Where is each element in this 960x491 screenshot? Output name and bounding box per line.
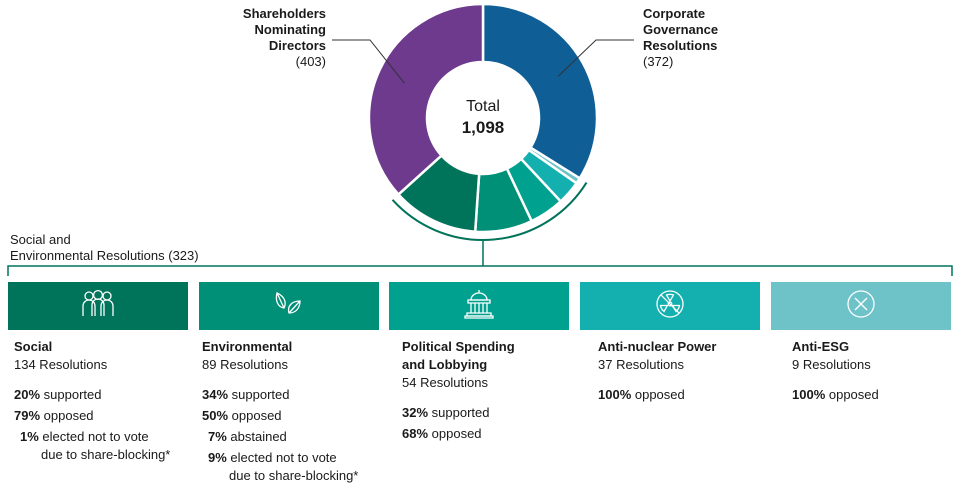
callout-line: Governance	[643, 22, 719, 37]
category-resolution-count: 9 Resolutions	[792, 357, 871, 372]
category-details	[202, 338, 382, 485]
vote-label: supported	[428, 405, 490, 420]
vote-label: opposed	[228, 408, 282, 423]
vote-percent: 34%	[202, 387, 229, 402]
category-details	[402, 338, 582, 443]
vote-line	[14, 446, 194, 464]
vote-percent: 9%	[208, 450, 227, 465]
vote-line	[202, 467, 382, 485]
vote-percent: 20%	[14, 387, 41, 402]
callout-count: (372)	[643, 54, 674, 69]
vote-percent: 50%	[202, 408, 229, 423]
vote-line	[598, 386, 778, 404]
center-label	[432, 98, 534, 138]
category-box-leaves	[199, 282, 379, 330]
category-resolution-count: 134 Resolutions	[14, 357, 108, 372]
category-resolution-count: 37 Resolutions	[598, 357, 684, 372]
vote-line	[202, 407, 382, 425]
callout-governance	[643, 6, 718, 70]
anti-nuclear-icon	[654, 288, 686, 325]
capitol-icon	[462, 288, 496, 325]
group-title-line: Social and	[10, 232, 71, 247]
category-details	[792, 338, 960, 404]
vote-label: opposed	[631, 387, 685, 402]
vote-percent: 1%	[20, 429, 39, 444]
people-icon	[81, 289, 115, 324]
vote-line	[202, 386, 382, 404]
vote-label: opposed	[40, 408, 94, 423]
category-name: Social	[14, 339, 53, 354]
category-details	[14, 338, 194, 464]
vote-label: due to share-blocking*	[41, 447, 171, 462]
group-title-line: Environmental Resolutions (323)	[10, 248, 199, 263]
category-details	[598, 338, 778, 404]
vote-label: opposed	[825, 387, 879, 402]
callout-shareholders	[243, 6, 326, 70]
vote-label: due to share-blocking*	[229, 468, 359, 483]
vote-label: opposed	[428, 426, 482, 441]
vote-percent: 100%	[598, 387, 632, 402]
center-total-value: 1,098	[461, 118, 505, 137]
vote-line	[202, 449, 382, 467]
vote-line	[402, 425, 582, 443]
vote-line	[14, 428, 194, 446]
vote-label: supported	[40, 387, 102, 402]
center-total-label: Total	[466, 98, 500, 115]
vote-percent: 79%	[14, 408, 41, 423]
callout-line: Directors	[268, 38, 326, 53]
vote-percent: 7%	[208, 429, 227, 444]
vote-label: elected not to vote	[38, 429, 149, 444]
category-resolution-count: 89 Resolutions	[202, 357, 288, 372]
callout-line: Resolutions	[643, 38, 718, 53]
category-resolution-count: 54 Resolutions	[402, 375, 488, 390]
group-bracket-line	[8, 266, 952, 276]
category-name: and Lobbying	[402, 357, 488, 372]
vote-percent: 68%	[402, 426, 429, 441]
callout-count: (403)	[295, 54, 326, 69]
callout-line: Shareholders	[242, 6, 326, 21]
x-circle-icon	[845, 288, 877, 325]
vote-percent: 32%	[402, 405, 429, 420]
vote-line	[14, 407, 194, 425]
vote-line	[202, 428, 382, 446]
callout-line: Nominating	[254, 22, 326, 37]
vote-line	[792, 386, 960, 404]
group-title	[10, 232, 199, 264]
vote-percent: 100%	[792, 387, 826, 402]
vote-label: supported	[228, 387, 290, 402]
vote-label: abstained	[226, 429, 287, 444]
category-name: Environmental	[202, 339, 293, 354]
category-box-x-circle	[771, 282, 951, 330]
vote-line	[14, 386, 194, 404]
category-name: Anti-nuclear Power	[598, 339, 717, 354]
vote-line	[402, 404, 582, 422]
category-name: Anti-ESG	[792, 339, 850, 354]
category-box-people	[8, 282, 188, 330]
callout-line: Corporate	[643, 6, 706, 21]
category-name: Political Spending	[402, 339, 515, 354]
leaves-icon	[272, 289, 306, 324]
category-box-capitol	[389, 282, 569, 330]
vote-label: elected not to vote	[226, 450, 337, 465]
category-box-anti-nuclear	[580, 282, 760, 330]
